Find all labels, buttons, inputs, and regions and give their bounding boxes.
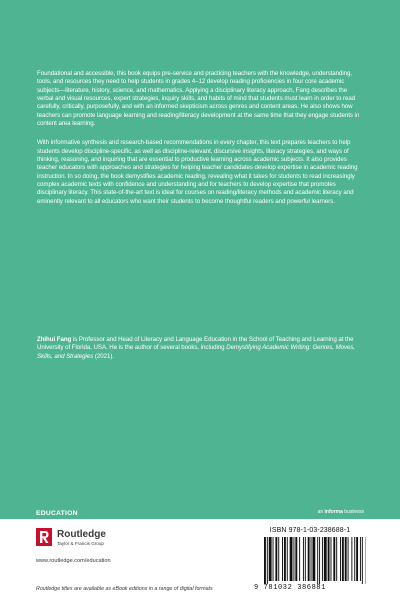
barcode-bar	[295, 537, 297, 581]
barcode-bar	[356, 537, 358, 581]
barcode-bar	[345, 537, 347, 581]
informa-prefix: an	[317, 509, 325, 515]
barcode-bar	[331, 537, 332, 581]
barcode-bar	[269, 537, 272, 581]
barcode-bar	[293, 537, 294, 581]
barcode-bar	[333, 537, 335, 581]
isbn-barcode	[254, 527, 366, 593]
isbn-label: ISBN 978-1-03-238688-1	[269, 527, 351, 534]
barcode-bar	[267, 537, 268, 584]
barcode-bar	[273, 537, 274, 581]
barcode-bar	[264, 537, 266, 584]
publisher-name: Routledge	[57, 529, 106, 540]
barcode-bar	[351, 537, 352, 581]
publisher-url[interactable]: www.routledge.com/education	[36, 558, 111, 564]
publisher-group: Taylor & Francis Group	[57, 541, 104, 546]
barcode-bar	[312, 537, 315, 581]
barcode-bar	[275, 537, 277, 581]
barcode-bar	[336, 537, 337, 581]
author-name: Zhihui Fang	[37, 336, 72, 343]
barcode-bars	[254, 537, 366, 585]
barcode-bar	[308, 537, 310, 581]
informa-tagline	[318, 509, 364, 515]
barcode-bar	[354, 537, 355, 581]
barcode-bar	[322, 537, 323, 581]
barcode-bar	[303, 537, 304, 581]
barcode-bar	[340, 537, 341, 581]
barcode-bar	[328, 537, 330, 581]
barcode-bar	[299, 537, 300, 581]
barcode-bar	[342, 537, 344, 581]
barcode-bar	[287, 537, 288, 581]
informa-brand: informa	[324, 509, 343, 515]
barcode-bar	[311, 537, 312, 581]
author-bio-year: (2021).	[93, 352, 115, 360]
book-description	[37, 70, 365, 217]
routledge-logo-icon	[36, 528, 52, 546]
barcode-bar	[324, 537, 327, 581]
barcode-bar	[362, 537, 363, 584]
barcode-digits: 9 781032 386881	[254, 584, 327, 592]
barcode-bar	[360, 537, 361, 581]
barcode-bar	[319, 537, 320, 584]
informa-suffix: business	[342, 509, 364, 515]
barcode-bar	[305, 537, 306, 581]
barcode-bar	[317, 537, 318, 584]
description-paragraph-2: With informative synthesis and research-based recommendations in every chapter, this text prepares teachers to help students develop discipline-specific, as well as discipline-relevant, discursive insights, literacy strategies, and ways of thinking, reasoning, and inquiring that are essential to productive learning across academic subjects. It also provides teacher educators with approaches and strategies for helping teacher candidates develop expertise in academic reading instruction. In so doing, the book demystifies academic reading, revealing what it takes for students to read increasingly complex academic texts with confidence and understanding and for teachers to develop expertise that promotes disciplinary literacy. This state-of-the-art text is ideal for courses on reading/literacy methods and academic literacy and eminently relevant to all educators who want their students to become thoughtful readers and powerful learners.	[37, 139, 358, 205]
barcode-bar	[278, 537, 279, 581]
barcode-bar	[282, 537, 283, 581]
author-bio-text: is Professor and Head of Literacy and Language Education in the School of Teaching and Learning at the University of Florida, USA. He is the author of several books, including	[37, 336, 354, 352]
barcode-bar	[290, 537, 293, 581]
description-paragraph-1: Foundational and accessible, this book equips pre-service and practicing teachers with the knowledge, understanding, tools, and resources they need to help students in grades 4–12 develop reading proficiencies in four core academic subjects—literature, history, science, and mathematics. Applying a disciplinary literacy approach, Fang describes the verbal and visual resources, expert strategies, inquiry skills, and habits of mind that students must learn in order to read carefully, critically, purposefully, and with an informed skepticism across genres and content areas. He also shows how teachers can promote language learning and reading/literacy development at the same time that they engage students in content area learning.	[37, 70, 360, 128]
barcode-bar	[284, 537, 286, 581]
author-bio	[37, 336, 365, 361]
barcode-bar	[348, 537, 349, 581]
author-book-title: Demystifying Academic Writing: Genres, Moves, Skills, and Strategies	[37, 344, 356, 360]
ebook-note: Routledge titles are available as eBook editions in a range of digital formats	[36, 586, 213, 592]
subject-category: EDUCATION	[36, 510, 78, 517]
